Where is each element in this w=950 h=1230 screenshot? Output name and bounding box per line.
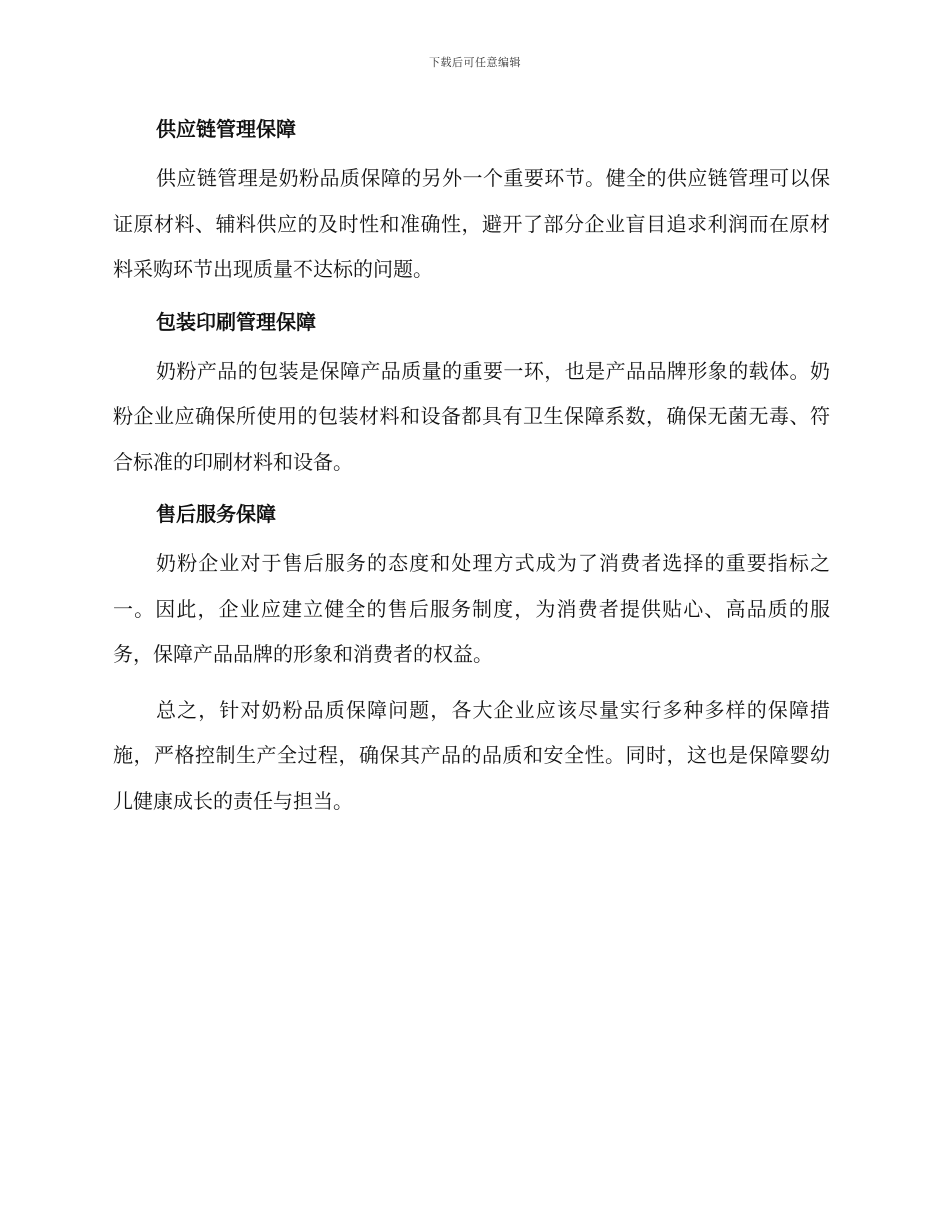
document-body xyxy=(113,110,830,834)
conclusion-paragraph: 总之，针对奶粉品质保障问题，各大企业应该尽量实行多种多样的保障措施，严格控制生产全过程，确保其产品的品质和安全性。同时，这也是保障婴幼儿健康成长的责任与担当。 xyxy=(113,697,830,813)
page-header: 下载后可任意编辑 xyxy=(429,56,521,69)
section-heading-after-sales: 售后服务保障 xyxy=(156,502,276,526)
section-heading-packaging: 包装印刷管理保障 xyxy=(156,309,316,334)
section-paragraph-after-sales: 奶粉企业对于售后服务的态度和处理方式成为了消费者选择的重要指标之一。因此，企业应建立健全的售后服务制度，为消费者提供贴心、高品质的服务，保障产品品牌的形象和消费者的权益。 xyxy=(113,551,830,666)
section-paragraph-packaging: 奶粉产品的包装是保障产品质量的重要一环，也是产品品牌形象的载体。奶粉企业应确保所使用的包装材料和设备都具有卫生保障系数，确保无菌无毒、符合标准的印刷材料和设备。 xyxy=(113,358,830,474)
section-paragraph-supply-chain: 供应链管理是奶粉品质保障的另外一个重要环节。健全的供应链管理可以保证原材料、辅料供应的及时性和准确性，避开了部分企业盲目追求利润而在原材料采购环节出现质量不达标的问题。 xyxy=(113,166,830,281)
section-heading-supply-chain: 供应链管理保障 xyxy=(156,117,296,141)
